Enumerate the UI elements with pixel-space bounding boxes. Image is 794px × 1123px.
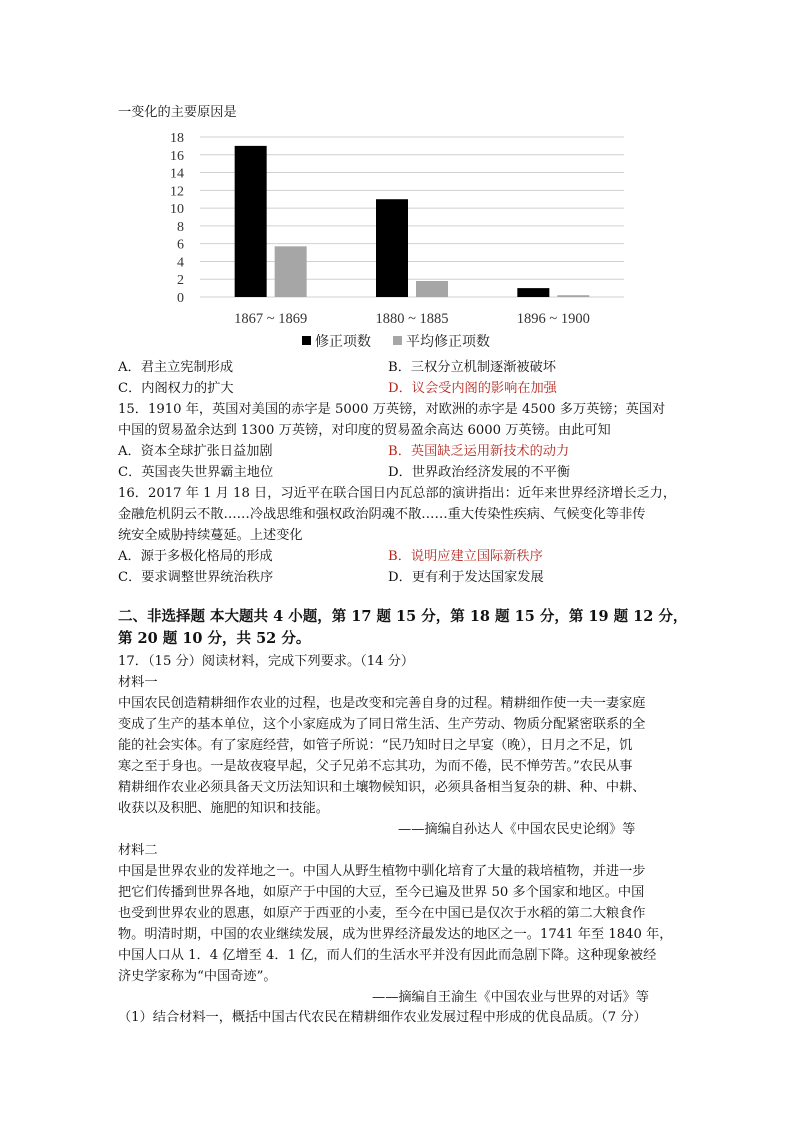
material-1-line6: 收获以及积肥、施肥的知识和技能。: [118, 801, 329, 816]
material-1-line1: 中国农民创造精耕细作农业的过程，也是改变和完善自身的过程。精耕细作使一夫一妻家庭: [118, 696, 646, 711]
material-2-line6: 济史学家称为“中国奇迹”。: [118, 969, 277, 984]
material-2-line2: 把它们传播到世界各地，如原产于中国的大豆，至今已遍及世界 50 多个国家和地区。中国: [118, 885, 645, 900]
question-14-stem-end: 一变化的主要原因是: [118, 105, 237, 120]
q14-option-a[interactable]: A．君主立宪制形成: [118, 360, 234, 375]
q15-stem-line2: 中国的贸易盈余达到 1300 万英镑，对印度的贸易盈余高达 6000 万英镑。由此可知: [118, 423, 611, 438]
legend-swatch: [393, 336, 402, 345]
q16-stem-line1: 16．2017 年 1 月 18 日，习近平在联合国日内瓦总部的演讲指出：近年来世界经济增长乏力，: [118, 486, 677, 501]
q17-intro: 17．（15 分）阅读材料，完成下列要求。（14 分）: [118, 654, 415, 669]
bar-average-amendments: [416, 281, 448, 297]
y-tick-label: 2: [177, 273, 184, 289]
q16-option-a[interactable]: A．源于多极化格局的形成: [118, 549, 273, 564]
y-tick-label: 16: [170, 148, 184, 164]
material-2-source: ——摘编自王渝生《中国农业与世界的对话》等: [372, 990, 649, 1005]
q14-option-b[interactable]: B．三权分立机制逐渐被破坏: [388, 360, 556, 375]
material-2-line3: 也受到世界农业的恩惠，如原产于西亚的小麦，至今在中国已是仅次于水稻的第二大粮食作: [118, 906, 646, 921]
q15-option-d[interactable]: D．世界政治经济发展的不平衡: [388, 465, 571, 480]
y-tick-label: 14: [170, 166, 184, 182]
q17-subquestion-1: （1）结合材料一，概括中国古代农民在精耕细作农业发展过程中形成的优良品质。（7 分）: [118, 1010, 647, 1025]
q16-options-row1: [118, 546, 678, 567]
section-2-heading-line1: 二、非选择题 本大题共 4 小题，第 17 题 15 分，第 18 题 15 分，第 19 题 12 分，: [118, 608, 688, 625]
material-2-title: 材料二: [118, 843, 158, 858]
q15-option-a[interactable]: A．资本全球扩张日益加剧: [118, 444, 273, 459]
section-2-heading-line2: 第 20 题 10 分，共 52 分。: [118, 630, 311, 647]
chart-bars: [235, 146, 590, 297]
material-1-line5: 精耕细作农业必须具备天文历法知识和土壤物候知识，必须具备相当复杂的耕、种、中耕、: [118, 780, 646, 795]
material-1-source: ——摘编自孙达人《中国农民史论纲》等: [398, 822, 636, 837]
q16-option-b[interactable]: B．说明应建立国际新秩序: [388, 549, 543, 564]
q14-option-d[interactable]: D．议会受内阁的影响在加强: [388, 381, 557, 396]
y-tick-label: 10: [170, 202, 184, 218]
x-tick-label: 1880 ~ 1885: [375, 311, 449, 327]
amendment-bar-chart: [0, 125, 794, 385]
material-1-line2: 变成了生产的基本单位，这个小家庭成为了同日常生活、生产劳动、物质分配紧密联系的全: [118, 717, 646, 732]
legend-swatch: [302, 336, 311, 345]
material-2-line4: 物。明清时期，中国的农业继续发展，成为世界经济最发达的地区之一。1741 年至 1840 年，: [118, 927, 673, 942]
q15-options-row1: [118, 441, 678, 462]
q15-option-b[interactable]: B．英国缺乏运用新技术的动力: [388, 444, 570, 459]
bar-amendments: [517, 288, 549, 297]
y-tick-label: 12: [170, 184, 184, 200]
x-tick-label: 1867 ~ 1869: [234, 311, 308, 327]
q15-options-row2: [118, 462, 678, 483]
y-tick-label: 4: [177, 255, 184, 271]
x-tick-label: 1896 ~ 1900: [516, 311, 590, 327]
q16-option-c[interactable]: C．要求调整世界统治秩序: [118, 570, 274, 585]
q14-options-row1: [118, 357, 678, 378]
legend-label: 平均修正项数: [406, 334, 490, 350]
chart-y-tick-labels: [170, 131, 184, 306]
y-tick-label: 18: [170, 131, 184, 146]
bar-average-amendments: [557, 295, 589, 297]
material-1-title: 材料一: [118, 675, 158, 690]
bar-amendments: [235, 146, 267, 297]
q15-stem-line1: 15．1910 年，英国对美国的赤字是 5000 万英镑，对欧洲的赤字是 4500 多万英镑；英国对: [118, 402, 666, 417]
q16-option-d[interactable]: D．更有利于发达国家发展: [388, 570, 544, 585]
q14-option-c[interactable]: C．内阁权力的扩大: [118, 381, 234, 396]
material-1-line4: 寒之至于身也。一是故夜寝早起，父子兄弟不忘其功，为而不倦，民不惮劳苦。”农民从事: [118, 759, 633, 774]
chart-x-tick-labels: [234, 311, 590, 327]
material-2-line5: 中国人口从 1．4 亿增至 4．1 亿，而人们的生活水平并没有因此而急剧下降。这种现象被经: [118, 948, 657, 963]
y-tick-label: 0: [177, 291, 184, 306]
q16-options-row2: [118, 567, 678, 588]
q16-stem-line3: 统安全威胁持续蔓延。上述变化: [118, 528, 303, 543]
material-2-line1: 中国是世界农业的发祥地之一。中国人从野生植物中驯化培育了大量的栽培植物，并进一步: [118, 864, 646, 879]
q14-options-row2: [118, 378, 678, 399]
chart-legend: [302, 333, 490, 350]
y-tick-label: 8: [177, 219, 184, 235]
y-tick-label: 6: [177, 237, 184, 253]
q16-stem-line2: 金融危机阴云不散……冷战思维和强权政治阴魂不散……重大传染性疾病、气候变化等非传: [118, 507, 646, 522]
bar-amendments: [376, 199, 408, 297]
legend-label: 修正项数: [315, 334, 371, 350]
material-1-line3: 能的社会实体。有了家庭经营，如管子所说：“民乃知时日之早宴（晚），日月之不足，饥: [118, 738, 633, 753]
q15-option-c[interactable]: C．英国丧失世界霸主地位: [118, 465, 274, 480]
bar-average-amendments: [275, 246, 307, 297]
